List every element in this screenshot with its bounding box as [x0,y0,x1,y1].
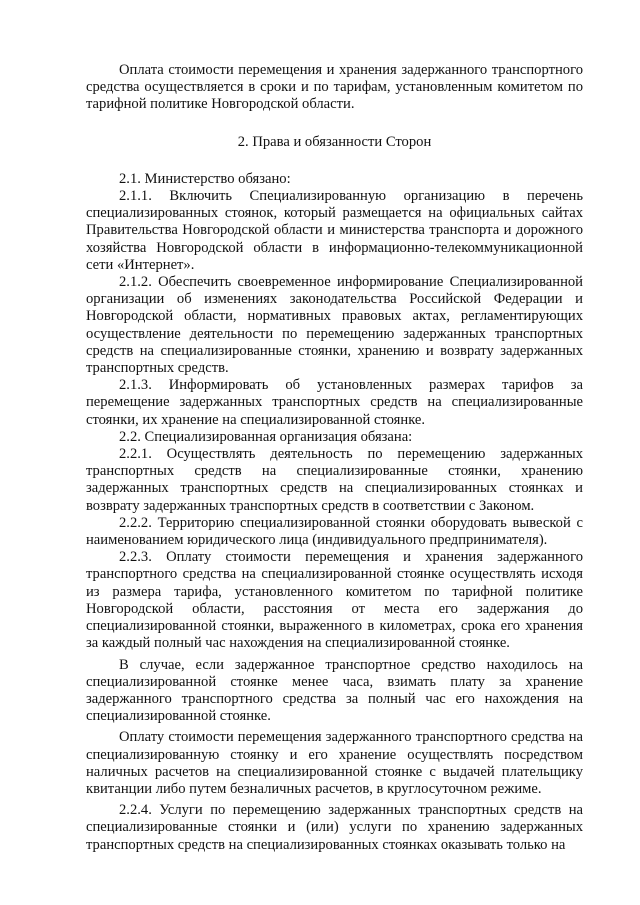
clause-2-1-3: 2.1.3. Информировать об установленных размерах тарифов за перемещение задержанных транспортных средств на специализированные стоянки, их хранение на специализированной стоянке. [86,377,583,428]
clause-2-2-2: 2.2.2. Территорию специализированной стоянки оборудовать вывеской с наименованием юридического лица (индивидуального предпринимателя). [86,514,583,549]
clause-2-2: 2.2. Специализированная организация обязана: [119,428,413,445]
intro-paragraph: Оплата стоимости перемещения и хранения задержанного транспортного средства осуществляется в сроки и по тарифам, установленным комитетом по тарифной политике Новгородской области. [86,62,583,113]
clause-2-1-1: 2.1.1. Включить Специализированную организацию в перечень специализированных стоянок, который размещается на официальных сайтах Правительства Новгородской области и министерства транспорта и дорожного хозяйства Новгородской области в информационно-телекоммуникационной сети «Интернет». [86,188,583,273]
document-body [86,62,583,854]
clause-2-2-1: 2.2.1. Осуществлять деятельность по перемещению задержанных транспортных средств на специализированные стоянки, хранению задержанных транспортных средств на специализированных стоянках и возврату задержанных транспортных средств в соответствии с Законом. [86,446,583,514]
clause-2-1: 2.1. Министерство обязано: [119,170,291,187]
clause-2-2-4: 2.2.4. Услуги по перемещению задержанных транспортных средств на специализированные стоянки и (или) услуги по хранению задержанных транспортных средств на специализированных стоянках оказывать только на [86,802,583,853]
clause-2-2-3-case: В случае, если задержанное транспортное средство находилось на специализированной стоянке менее часа, взимать плату за хранение задержанного транспортного средства за полный час его нахождения на специализированной стоянке. [86,656,583,725]
clause-2-2-3-payment: Оплату стоимости перемещения задержанного транспортного средства на специализированную стоянку и его хранение осуществлять посредством наличных расчетов на специализированной стоянке с выдачей плательщику квитанции либо путем безналичных расчетов, в круглосуточном режиме. [86,729,583,797]
section-heading: 2. Права и обязанности Сторон [237,133,432,150]
clause-2-2-3: 2.2.3. Оплату стоимости перемещения и хранения задержанного транспортного средства на специализированной стоянке осуществлять исходя из размера тарифа, установленного комитетом по тарифной политике Новгородской области, расстояния от места его задержания до специализированной стоянки, выраженного в километрах, срока его хранения за каждый полный час нахождения на специализированной стоянке. [86,549,583,652]
clause-2-1-2: 2.1.2. Обеспечить своевременное информирование Специализированной организации об изменениях законодательства Российской Федерации и Новгородской области, нормативных правовых актах, регламентирующих осуществление деятельности по перемещению задержанных транспортных средств на специализированные стоянки, хранению и возврату задержанных транспортных средств. [86,274,583,377]
